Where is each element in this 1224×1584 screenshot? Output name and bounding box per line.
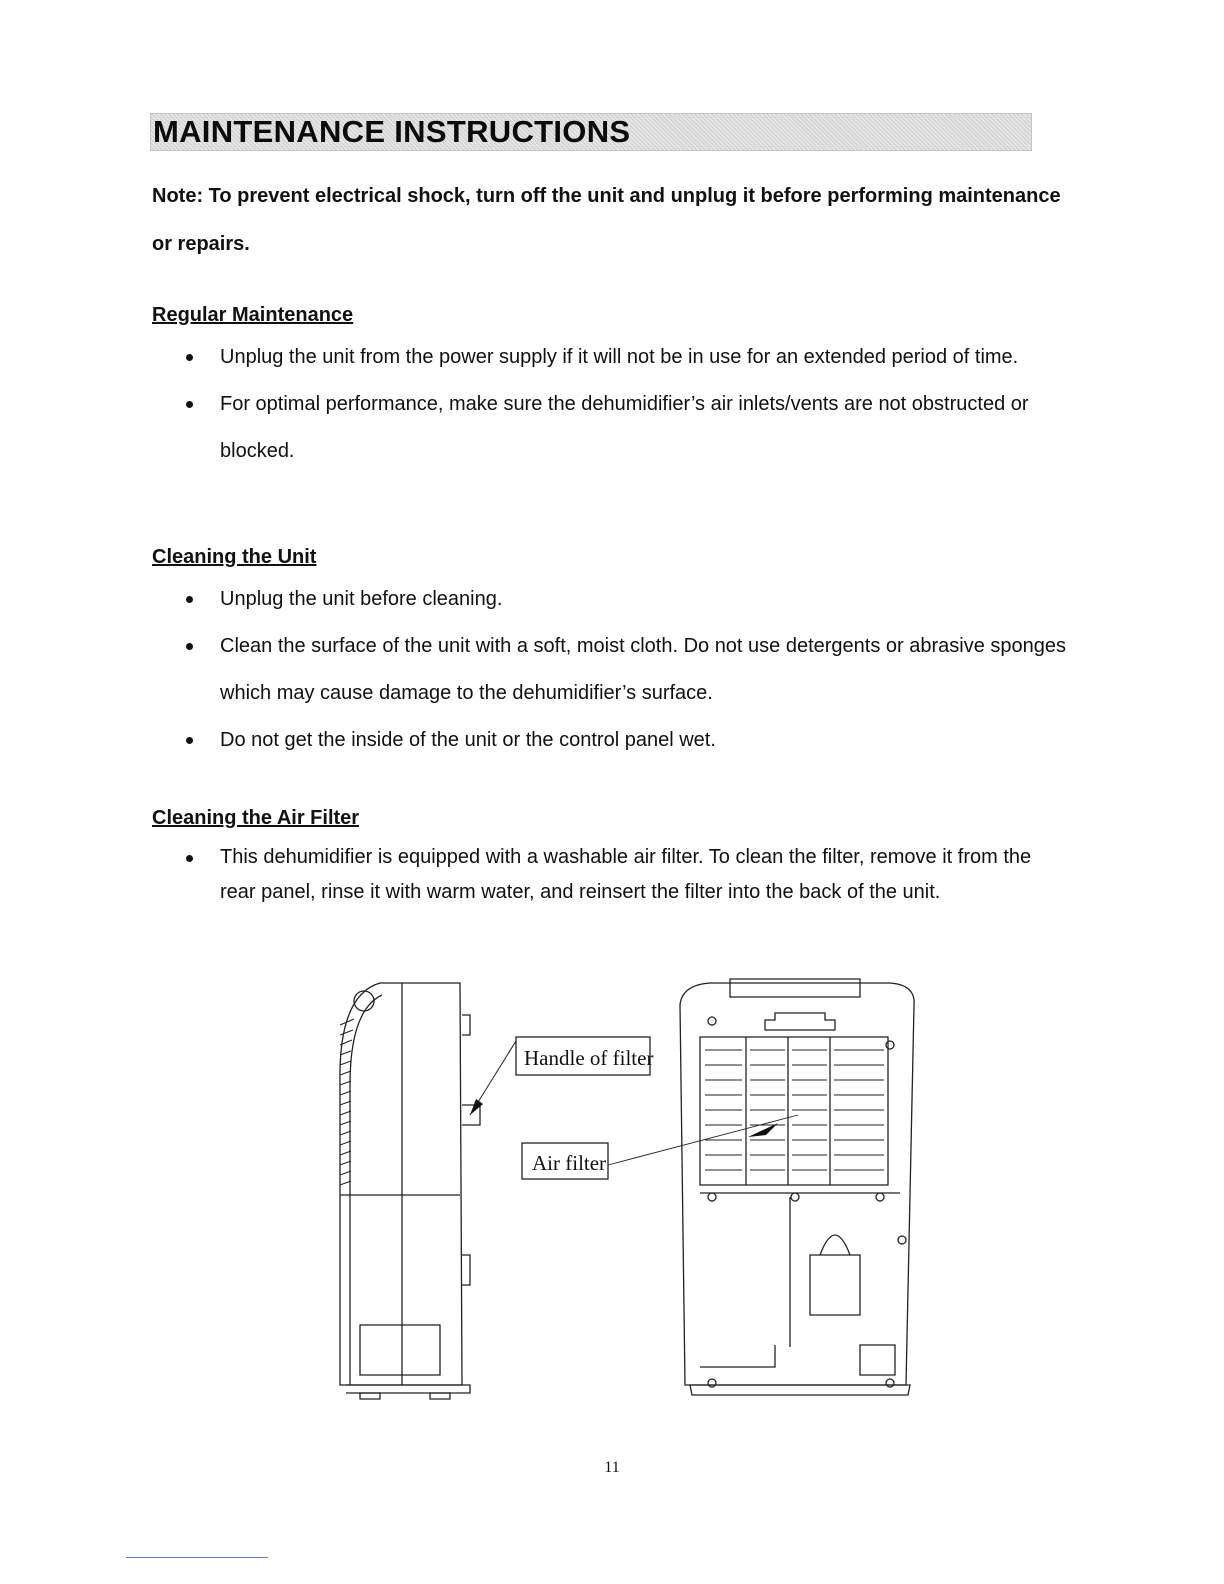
dehumidifier-diagram (320, 975, 930, 1410)
list-item: This dehumidifier is equipped with a washable air filter. To clean the filter, remove it from the rear panel, rinse it with warm water, and reinsert the filter into the back of the unit. (152, 840, 1072, 910)
list-item: Clean the surface of the unit with a soft, moist cloth. Do not use detergents or abrasive sponges which may cause damage to the dehumidifier’s surface. (152, 623, 1072, 717)
title-banner (150, 113, 1032, 151)
footer-divider (126, 1557, 268, 1558)
safety-note: Note: To prevent electrical shock, turn off the unit and unplug it before performing maintenance or repairs. (152, 185, 1061, 255)
list-item: Do not get the inside of the unit or the control panel wet. (152, 717, 1072, 764)
page-title: MAINTENANCE INSTRUCTIONS (153, 114, 631, 149)
callout-handle-of-filter: Handle of filter (524, 1046, 654, 1070)
section-heading-regular-maintenance: Regular Maintenance (152, 304, 354, 326)
cleaning-unit-list (152, 576, 1072, 764)
list-item: Unplug the unit before cleaning. (152, 576, 1072, 623)
regular-maintenance-list (152, 334, 1072, 475)
list-item: Unplug the unit from the power supply if it will not be in use for an extended period of time. (152, 334, 1072, 381)
arrow-icon (470, 1099, 483, 1115)
section-heading-cleaning-air-filter: Cleaning the Air Filter (152, 807, 360, 829)
callout-air-filter: Air filter (532, 1151, 607, 1175)
section-heading-cleaning-unit: Cleaning the Unit (152, 546, 317, 568)
cleaning-air-filter-list (152, 840, 1072, 910)
page-number: 11 (604, 1459, 620, 1476)
list-item: For optimal performance, make sure the dehumidifier’s air inlets/vents are not obstructed or blocked. (152, 381, 1072, 475)
